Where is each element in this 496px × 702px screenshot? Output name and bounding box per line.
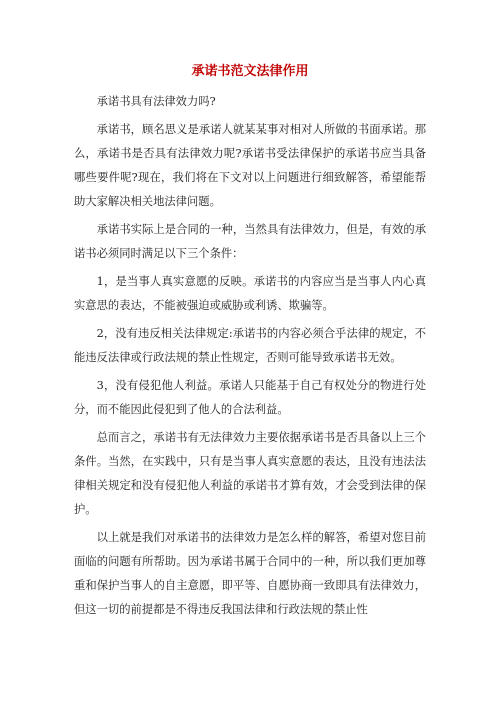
paragraph-condition-2: 2，没有违反相关法律规定:承诺书的内容必须合乎法律的规定，不能违反法律或行政法规的禁止性规定，否则可能导致承诺书无效。 bbox=[74, 327, 426, 364]
paragraph-condition-1: 1，是当事人真实意愿的反映。承诺书的内容应当是当事人内心真实意思的表达，不能被强迫或威胁或利诱、欺骗等。 bbox=[74, 275, 426, 312]
paragraph-conclusion: 以上就是我们对承诺书的法律效力是怎么样的解答，希望对您目前面临的问题有所帮助。因为承诺书属于合同中的一种，所以我们更加尊重和保护当事人的自主意愿，即平等、自愿协商一致即具有法律效力，但这一切的前提都是不得违反我国法律和行政法规的禁止性 bbox=[74, 531, 426, 616]
document-title: 承诺书范文法律作用 bbox=[191, 64, 309, 79]
paragraph-conditions: 承诺书实际上是合同的一种，当然具有法律效力，但是，有效的承诺书必须同时满足以下三个条件： bbox=[74, 223, 426, 260]
paragraph-summary: 总而言之，承诺书有无法律效力主要依据承诺书是否具备以上三个条件。当然，在实践中，只有是当事人真实意愿的表达，且没有违法法律相关规定和没有侵犯他人利益的承诺书才算有效，才会受到法律的保护。 bbox=[74, 431, 426, 516]
paragraph-intro: 承诺书，顾名思义是承诺人就某某事对相对人所做的书面承诺。那么，承诺书是否具有法律效力呢?承诺书受法律保护的承诺书应当具备哪些要件呢?现在，我们将在下文对以上问题进行细致解答，希望能帮助大家解决相关地法律问题。 bbox=[74, 123, 426, 208]
paragraph-condition-3: 3，没有侵犯他人利益。承诺人只能基于自己有权处分的物进行处分，而不能因此侵犯到了他人的合法利益。 bbox=[74, 379, 426, 416]
document-page bbox=[74, 62, 426, 626]
paragraph-question: 承诺书具有法律效力吗? bbox=[96, 95, 216, 108]
